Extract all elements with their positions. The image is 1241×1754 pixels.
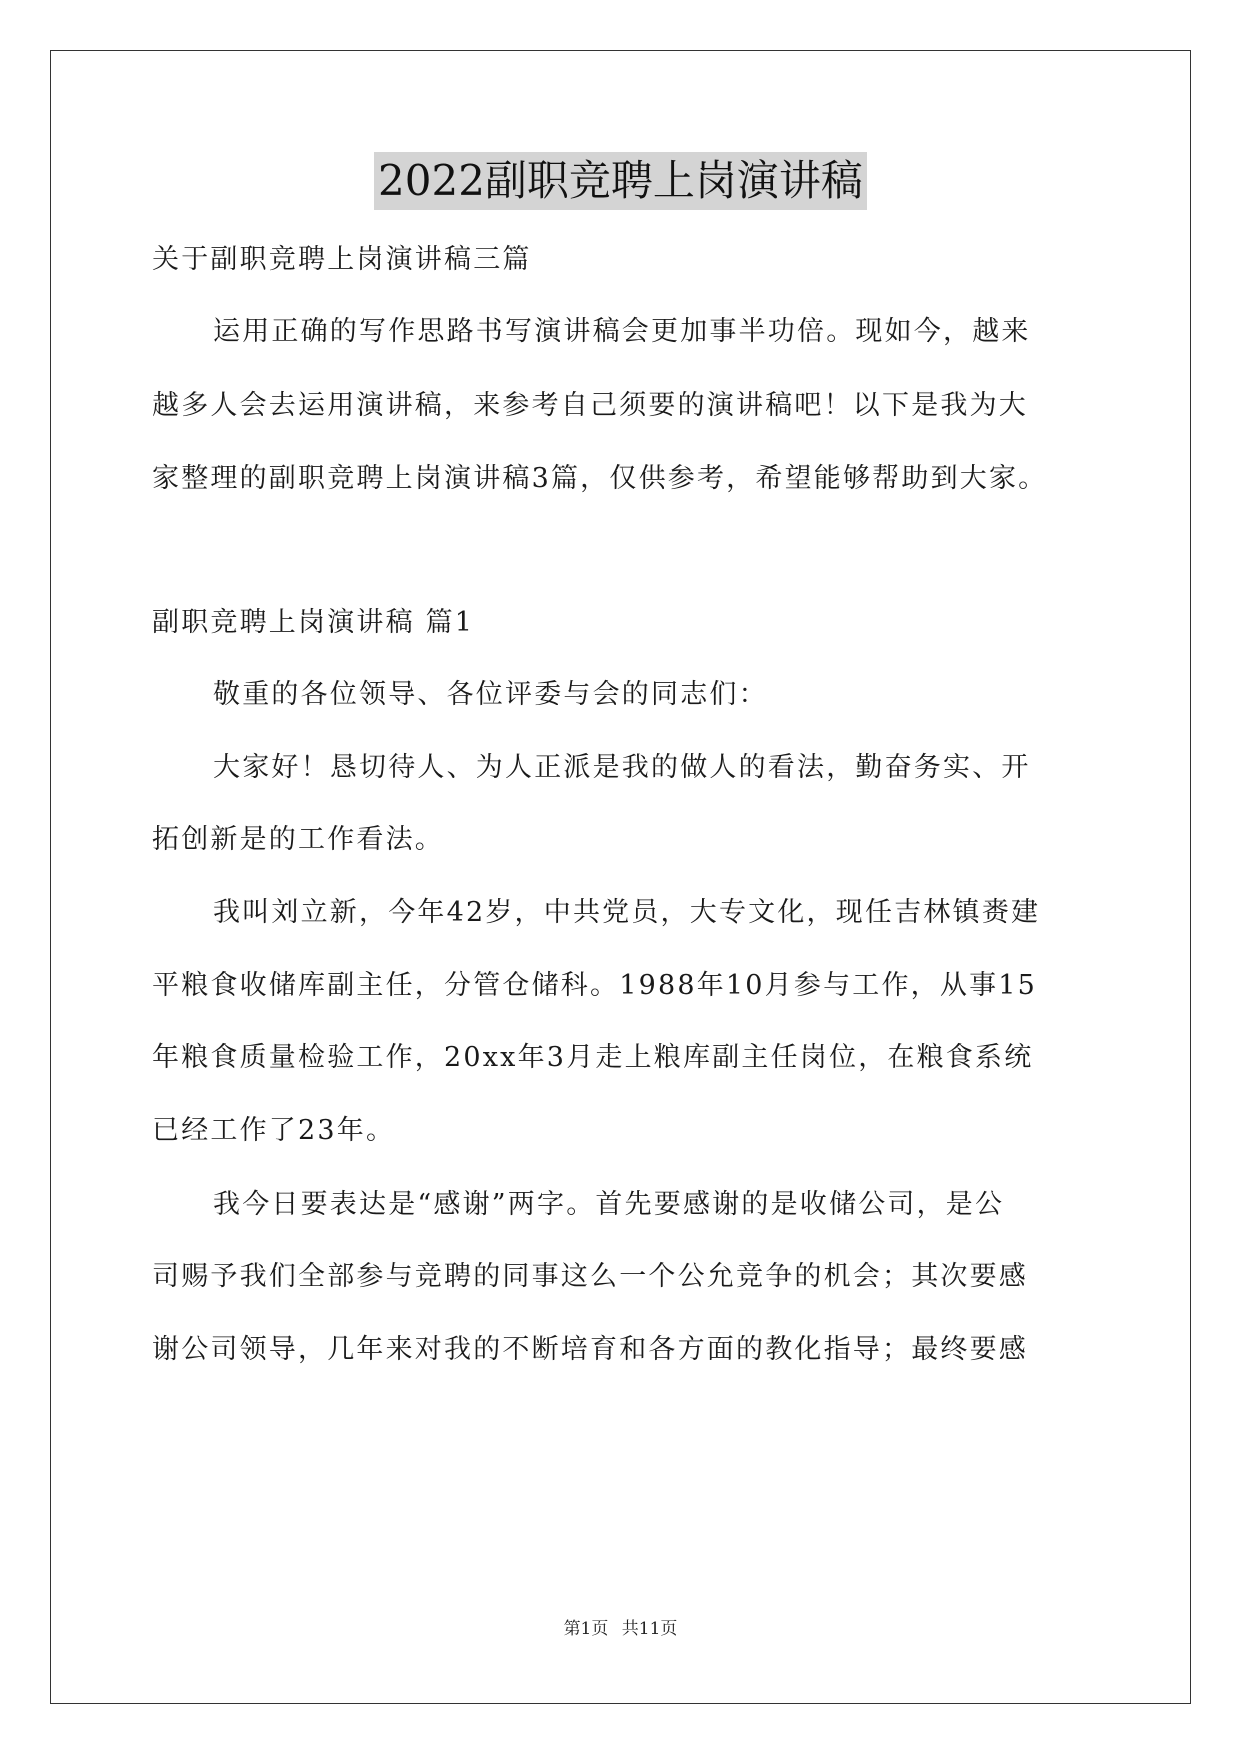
paragraph-line: 年粮食质量检验工作，20xx年3月走上粮库副主任岗位，在粮食系统 [152, 1042, 1034, 1073]
document-subtitle: 关于副职竞聘上岗演讲稿三篇 [152, 244, 532, 275]
page-total: 共11页 [621, 1619, 678, 1639]
paragraph-line: 我今日要表达是“感谢”两字。首先要感谢的是收储公司，是公 [213, 1189, 1005, 1220]
section-heading: 副职竞聘上岗演讲稿 篇1 [152, 607, 475, 638]
paragraph-line: 司赐予我们全部参与竞聘的同事这么一个公允竞争的机会；其次要感 [152, 1261, 1028, 1292]
paragraph-line: 我叫刘立新，今年42岁，中共党员，大专文化，现任吉林镇赉建 [213, 897, 1041, 928]
document-title: 2022副职竞聘上岗演讲稿 [374, 152, 867, 210]
paragraph-line: 大家好！恳切待人、为人正派是我的做人的看法，勤奋务实、开 [213, 752, 1031, 783]
paragraph-line: 家整理的副职竞聘上岗演讲稿3篇，仅供参考，希望能够帮助到大家。 [152, 463, 1048, 494]
paragraph-line: 运用正确的写作思路书写演讲稿会更加事半功倍。现如今，越来 [213, 316, 1031, 347]
paragraph-line: 拓创新是的工作看法。 [152, 824, 444, 855]
paragraph-line: 已经工作了23年。 [152, 1115, 396, 1146]
page-border [50, 50, 1191, 1704]
title-wrapper [0, 152, 1241, 210]
paragraph-line: 平粮食收储库副主任，分管仓储科。1988年10月参与工作，从事15 [152, 970, 1038, 1001]
page-number: 第1页 [563, 1619, 609, 1639]
paragraph-line: 越多人会去运用演讲稿，来参考自己须要的演讲稿吧！以下是我为大 [152, 390, 1028, 421]
paragraph-line: 谢公司领导，几年来对我的不断培育和各方面的教化指导；最终要感 [152, 1334, 1028, 1365]
page-footer [0, 1617, 1241, 1641]
paragraph-line: 敬重的各位领导、各位评委与会的同志们： [213, 679, 768, 710]
